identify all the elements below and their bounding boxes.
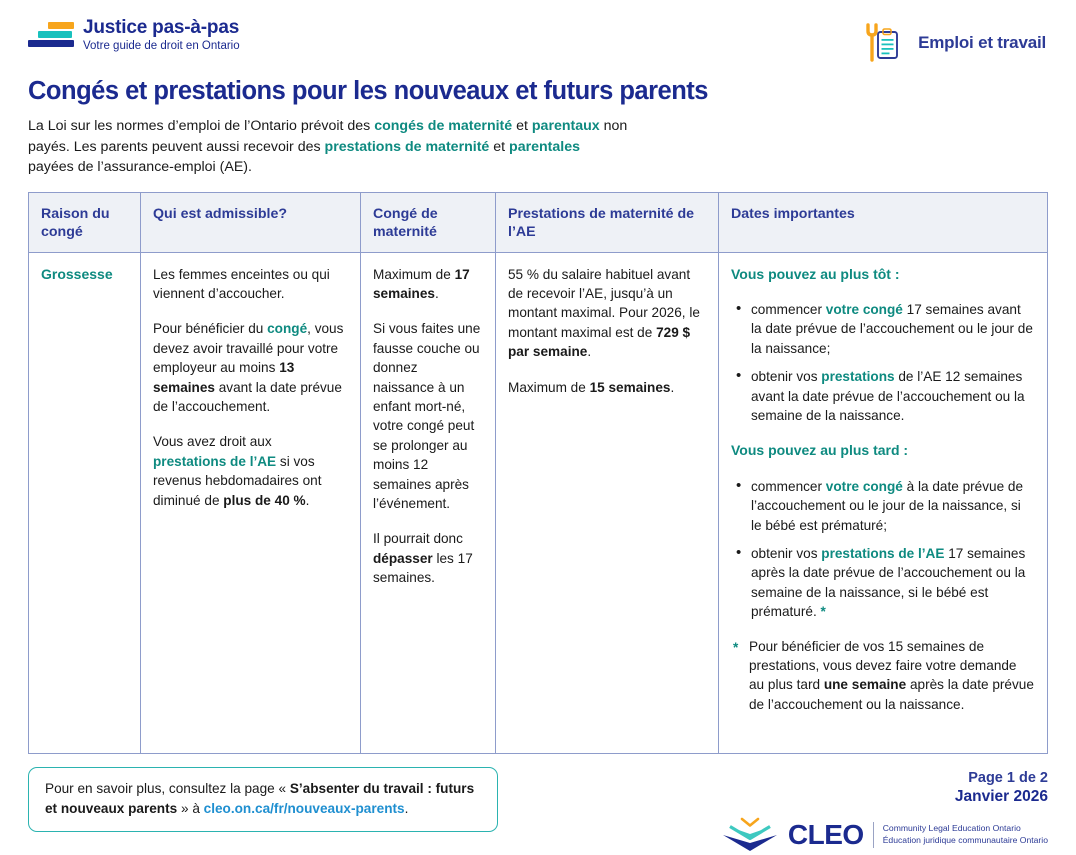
category-label: Emploi et travail	[918, 33, 1046, 52]
cell-important-dates	[719, 253, 1047, 753]
eligibility-term-ei-benefits: prestations de l’AE	[153, 453, 277, 469]
more-info-link[interactable]: cleo.on.ca/fr/nouveaux-parents	[203, 800, 405, 816]
maternity-bold-depasser: dépasser	[373, 550, 433, 566]
reason-label: Grossesse	[41, 265, 113, 282]
list-item	[749, 477, 1034, 535]
ei-paragraph-1	[508, 265, 705, 362]
more-info-box	[28, 767, 498, 832]
steps-logo-icon	[28, 18, 74, 49]
page-footer	[28, 767, 1048, 855]
maternity-p1-text-b: .	[434, 285, 439, 301]
cleo-logo	[721, 815, 1048, 855]
maternity-paragraph-3	[373, 529, 482, 587]
maternity-p3-text-b: les 17 semaines.	[373, 550, 473, 586]
brand-logo	[28, 18, 240, 53]
column-header-eligibility: Qui est admissible?	[141, 193, 361, 252]
wrench-clipboard-icon	[858, 20, 904, 66]
more-info-text-b: » à	[177, 800, 204, 816]
intro-term-maternity-leave: congés de maternité	[374, 118, 513, 134]
ei-bold-max-amount: 729 $ par semaine	[508, 324, 691, 360]
page-title: Congés et prestations pour les nouveaux et futurs parents	[28, 77, 708, 105]
latest-bullet-list	[731, 477, 1034, 622]
earliest-item-0-text-b: 17 semaines avant la date prévue de l’accouchement ou le jour de la naissance;	[751, 301, 1033, 356]
column-header-reason: Raison du congé	[29, 193, 141, 252]
footer-right-block	[721, 767, 1048, 855]
brand-title: Justice pas-à-pas	[83, 17, 240, 38]
cleo-divider	[873, 822, 874, 848]
eligibility-p2-text-a: Pour bénéficier du	[153, 321, 268, 337]
cell-eligibility	[141, 253, 361, 753]
eligibility-bold-40-percent: plus de 40 %	[223, 492, 306, 508]
column-header-maternity-leave: Congé de maternité	[361, 193, 496, 252]
intro-text-5: payées de l’assurance-emploi (AE).	[28, 159, 252, 175]
eligibility-paragraph-1: Les femmes enceintes ou qui viennent d’accoucher.	[153, 266, 330, 301]
cleo-tagline-en: Community Legal Education Ontario	[882, 823, 1021, 833]
eligibility-term-conge: congé	[267, 321, 308, 337]
latest-item-0-term: votre congé	[825, 478, 903, 494]
intro-text-2: et	[512, 118, 532, 134]
column-header-important-dates: Dates importantes	[731, 205, 855, 222]
ei-p2-text-a: Maximum de	[508, 379, 590, 395]
latest-item-1-text-a: obtenir vos	[751, 545, 822, 561]
footnote-marker-inline: *	[820, 604, 826, 620]
list-item	[749, 367, 1034, 425]
eligibility-p3-text-b: si vos revenus hebdomadaires ont diminué de	[153, 453, 322, 508]
ei-bold-15-weeks: 15 semaines	[589, 379, 671, 395]
eligibility-p2-text-c: avant la date prévue de l’accouchement.	[153, 379, 342, 414]
eligibility-p3-text-c: .	[305, 492, 310, 508]
earliest-bullet-list	[731, 300, 1034, 425]
table-row	[29, 253, 1047, 753]
footnote-bold-une-semaine: une semaine	[823, 677, 907, 693]
intro-term-maternity-benefits: prestations de maternité	[324, 138, 490, 155]
eligibility-p3-text-a: Vous avez droit aux	[153, 434, 272, 450]
intro-text-3: non payés. Les parents peuvent aussi recevoir des	[28, 118, 628, 155]
list-item	[749, 544, 1034, 622]
intro-paragraph	[28, 116, 628, 178]
footnote-text-b: après la date prévue de l’accouchement ou la naissance.	[749, 677, 1034, 712]
maternity-paragraph-2: Si vous faites une fausse couche ou donnez naissance à un enfant mort-né, votre congé peut se prolonger au moins 12 semaines après l’événement.	[373, 321, 481, 511]
cleo-chevron-logo-icon	[721, 815, 779, 855]
more-info-text-c: .	[404, 800, 409, 816]
column-header-ei-benefits: Prestations de maternité de l’AE	[496, 193, 719, 252]
maternity-bold-17-weeks: 17 semaines	[373, 266, 470, 301]
ei-paragraph-2	[508, 378, 705, 397]
dates-heading-earliest: Vous pouvez au plus tôt :	[731, 265, 900, 282]
dates-heading-latest: Vous pouvez au plus tard :	[731, 442, 909, 459]
ei-p1-text-a: 55 % du salaire habituel avant de recevoir l’AE, jusqu’à un montant maximal. Pour 2026, le montant maximal est de	[508, 266, 700, 340]
ei-p2-text-b: .	[670, 379, 675, 395]
earliest-item-0-text-a: commencer	[751, 301, 826, 317]
table-header-row	[29, 193, 1047, 253]
footnote-text-a: Pour bénéficier de vos 15 semaines de prestations, vous devez faire votre demande au plus tard	[749, 638, 1017, 693]
intro-text-4: et	[489, 138, 510, 155]
ei-p1-text-b: .	[587, 344, 592, 360]
benefits-table	[28, 192, 1048, 754]
eligibility-paragraph-2	[153, 319, 347, 416]
eligibility-p2-text-b: , vous devez avoir travaillé pour votre employeur au moins	[153, 321, 344, 376]
dates-footnote	[731, 637, 1034, 715]
eligibility-paragraph-3	[153, 432, 347, 510]
category-badge	[858, 18, 1048, 66]
brand-subtitle: Votre guide de droit en Ontario	[83, 40, 240, 52]
more-info-text-a: Pour en savoir plus, consultez la page «	[45, 780, 290, 796]
earliest-item-1-text-a: obtenir vos	[751, 369, 822, 385]
cleo-tagline	[883, 823, 1048, 846]
earliest-item-0-term: votre congé	[825, 301, 903, 317]
earliest-item-1-text-b: de l’AE 12 semaines avant la date prévue de l’accouchement ou la semaine de la naissance.	[751, 369, 1025, 423]
latest-item-1-text-b: 17 semaines après la date prévue de l’accouchement ou la semaine de la naissance, si le bébé est prématuré.	[751, 545, 1026, 620]
eligibility-bold-13-weeks: 13 semaines	[153, 360, 295, 395]
cell-maternity-leave	[361, 253, 496, 753]
latest-item-0-text-a: commencer	[751, 478, 826, 494]
more-info-page-name: S’absenter du travail : futurs et nouveaux parents	[45, 780, 475, 816]
maternity-paragraph-1	[373, 265, 482, 304]
maternity-p1-text-a: Maximum de	[373, 266, 455, 282]
cleo-tagline-fr: Éducation juridique communautaire Ontario	[882, 834, 1048, 845]
publication-date: Janvier 2026	[954, 787, 1048, 805]
earliest-item-1-term: prestations	[821, 369, 895, 385]
intro-term-parental: parentaux	[531, 118, 600, 134]
maternity-p3-text-a: Il pourrait donc	[373, 531, 463, 547]
footnote-marker: *	[733, 639, 739, 655]
latest-item-1-term: prestations de l’AE	[821, 545, 945, 561]
intro-term-parental-benefits: parentales	[509, 138, 581, 155]
page-number: Page 1 de 2	[968, 769, 1048, 786]
page-header	[28, 0, 1048, 64]
cell-ei-benefits	[496, 253, 719, 753]
cell-reason	[29, 253, 141, 753]
intro-text-1: La Loi sur les normes d’emploi de l’Ontario prévoit des	[28, 118, 375, 134]
cleo-wordmark: CLEO	[787, 818, 864, 850]
list-item	[749, 300, 1034, 358]
latest-item-0-text-b: à la date prévue de l’accouchement ou le jour de la naissance, si le bébé est prématuré;	[751, 478, 1024, 533]
